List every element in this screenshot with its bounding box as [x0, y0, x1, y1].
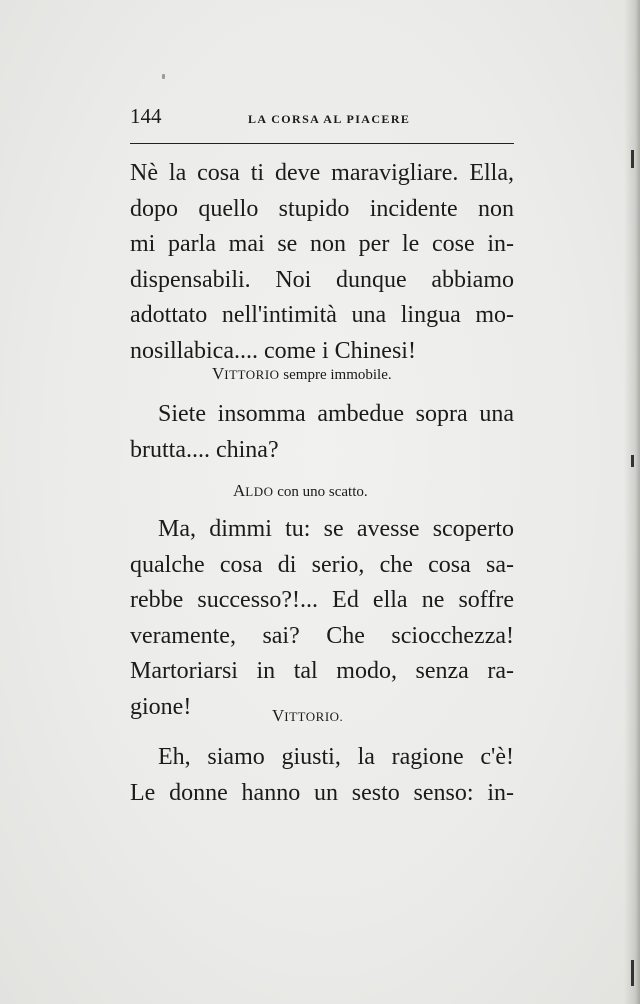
text-line: rebbe successo?!... Ed ella ne soffre: [130, 587, 514, 613]
text-line: dopo quello stupido incidente non: [130, 195, 514, 222]
paragraph-4: [130, 740, 514, 811]
paper-speck: [162, 74, 165, 79]
speaker-name: LDO: [245, 484, 274, 499]
page-header: [130, 104, 514, 134]
text-line: Siete insomma ambedue sopra una: [158, 401, 514, 427]
text-line: brutta.... china?: [130, 436, 279, 463]
speaker-initial: V: [272, 706, 285, 725]
edge-mark: [631, 150, 634, 168]
paragraph-2: [130, 397, 514, 468]
page-number: 144: [130, 104, 162, 128]
text-line: Eh, siamo giusti, la ragione c'è!: [158, 744, 514, 770]
stage-direction-text: sempre immobile.: [283, 367, 392, 383]
stage-direction: [212, 364, 392, 384]
speaker-name: ITTORIO: [224, 367, 280, 382]
speaker-name: ITTORIO.: [284, 709, 344, 724]
paragraph-3: [130, 512, 514, 725]
text-line: Le donne hanno un sesto senso: in-: [130, 779, 514, 806]
text-line: dispensabili. Noi dunque abbiamo: [130, 266, 514, 293]
stage-direction: [272, 706, 343, 726]
stage-direction-text: con uno scatto.: [277, 484, 368, 500]
text-line: gione!: [130, 693, 192, 720]
speaker-initial: V: [212, 364, 225, 383]
text-line: veramente, sai? Che sciocchezza!: [130, 622, 514, 649]
edge-mark: [631, 455, 634, 467]
text-line: qualche cosa di serio, che cosa sa-: [130, 551, 514, 578]
running-title: LA CORSA AL PIACERE: [248, 112, 411, 126]
text-line: nosillabica.... come i Chinesi!: [130, 337, 416, 364]
text-line: Martoriarsi in tal modo, senza ra-: [130, 658, 514, 684]
stage-direction: [233, 481, 368, 501]
edge-mark: [631, 960, 634, 986]
header-rule: [130, 143, 514, 144]
text-line: Ma, dimmi tu: se avesse scoperto: [158, 516, 514, 542]
text-line: Nè la cosa ti deve maravigliare. Ella,: [130, 160, 514, 186]
text-line: adottato nell'intimità una lingua mo-: [130, 302, 514, 328]
speaker-initial: A: [233, 481, 246, 500]
text-line: mi parla mai se non per le cose in-: [130, 231, 514, 257]
paragraph-1: [130, 156, 514, 369]
